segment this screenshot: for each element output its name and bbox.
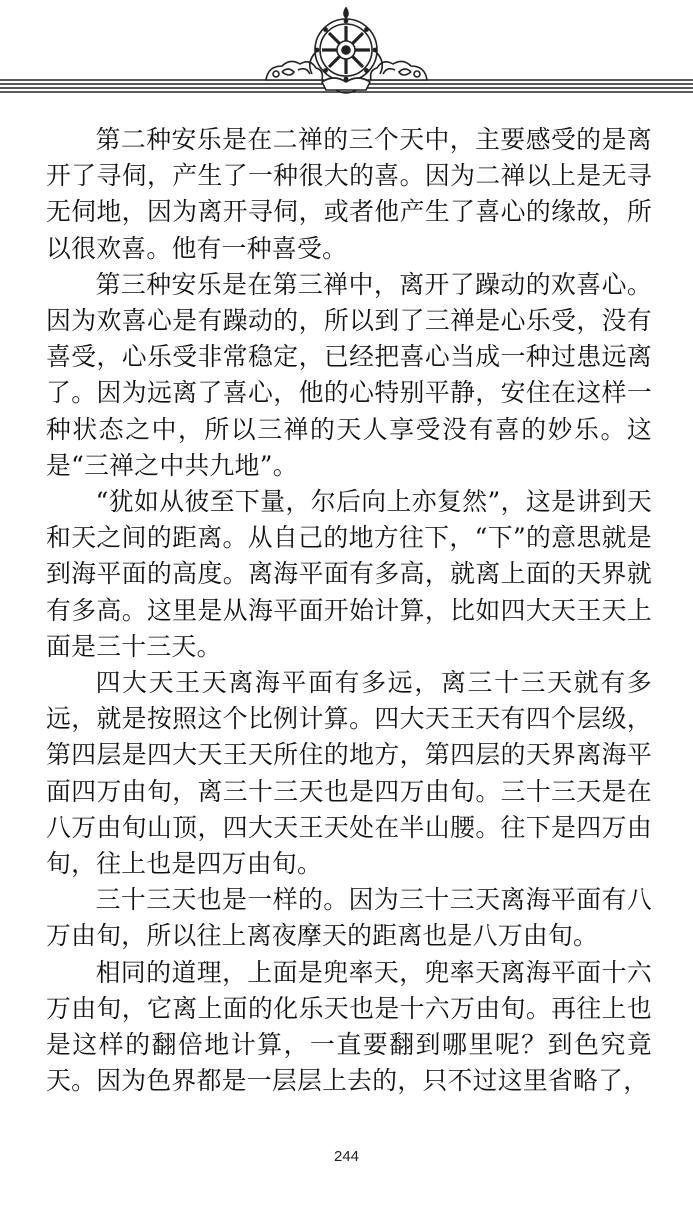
header-ornament	[0, 0, 693, 110]
paragraph: 四大天王天离海平面有多远，离三十三天就有多远，就是按照这个比例计算。四大天王天有四个层级，第四层是四大天王天所住的地方，第四层的天界离海平面四万由旬，离三十三天也是四万由旬。三十三天是在八万由旬山顶，四大天王天处在半山腰。往下是四万由旬，往上也是四万由旬。	[46, 668, 652, 879]
cloud-ornament-left-icon	[266, 61, 322, 80]
paragraph: 第三种安乐是在第三禅中，离开了躁动的欢喜心。因为欢喜心是有躁动的，所以到了三禅是心乐受，没有喜受，心乐受非常稳定，已经把喜心当成一种过患远离了。因为远离了喜心，他的心特别平静，安住在这样一种状态之中，所以三禅的天人享受没有喜的妙乐。这是“三禅之中共九地”。	[46, 269, 652, 480]
cloud-ornament-right-icon	[371, 61, 427, 80]
main-text	[46, 122, 652, 1099]
page-header	[0, 0, 693, 110]
paragraph: 第二种安乐是在二禅的三个天中，主要感受的是离开了寻伺，产生了一种很大的喜。因为二禅以上是无寻无伺地，因为离开寻伺，或者他产生了喜心的缘故，所以很欢喜。他有一种喜受。	[46, 125, 652, 263]
paragraph: 三十三天也是一样的。因为三十三天离海平面有八万由旬，所以往上离夜摩天的距离也是八万由旬。	[46, 885, 652, 951]
page-number: 244	[333, 1148, 360, 1165]
paragraph: “犹如从彼至下量，尔后向上亦复然”，这是讲到天和天之间的距离。从自己的地方往下，“下”的意思就是到海平面的高度。离海平面有多高，就离上面的天界就有多高。这里是从海平面开始计算，比如四大天王天上面是三十三天。	[46, 487, 652, 661]
paragraph: 相同的道理，上面是兜率天，兜率天离海平面十六万由旬，它离上面的化乐天也是十六万由旬。再往上也是这样的翻倍地计算，一直要翻到哪里呢？到色究竟天。因为色界都是一层层上去的，只不过这里省略了，	[46, 957, 652, 1096]
